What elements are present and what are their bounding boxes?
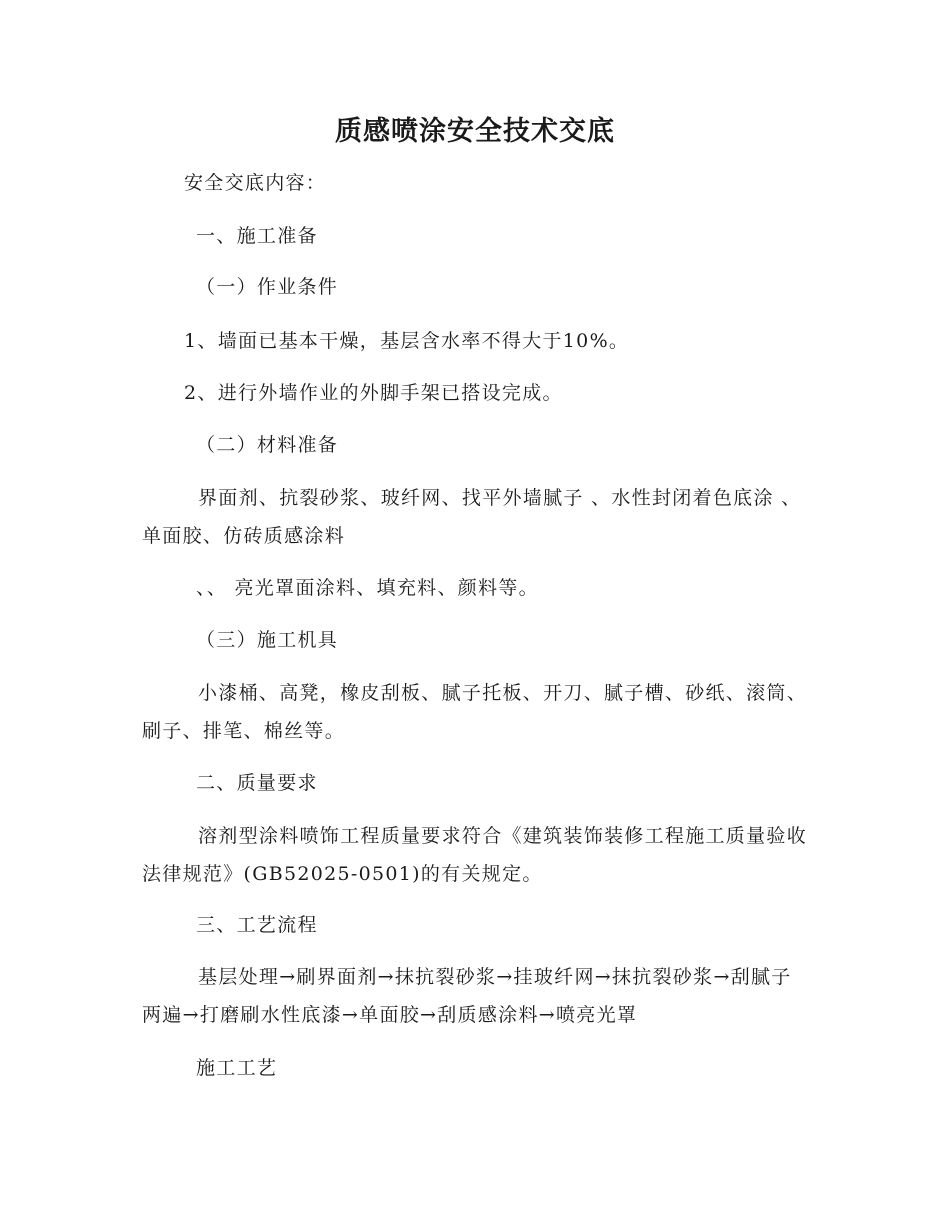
paragraph-tools-list: 小漆桶、高凳，橡皮刮板、腻子托板、开刀、腻子槽、砂纸、滚筒、刷子、排笔、棉丝等。 bbox=[142, 682, 808, 742]
subheading-work-conditions: （一）作业条件 bbox=[196, 276, 339, 298]
intro-label: 安全交底内容： bbox=[184, 172, 327, 194]
section-heading-preparation: 一、施工准备 bbox=[196, 225, 318, 247]
subheading-tools: （三）施工机具 bbox=[196, 629, 339, 651]
section-heading-quality: 二、质量要求 bbox=[196, 772, 318, 794]
paragraph-quality-requirements: 溶剂型涂料喷饰工程质量要求符合《建筑装饰装修工程施工质量验收法律规范》(GB52025-0501)的有关规定。 bbox=[142, 825, 808, 885]
list-item-scaffold: 2、进行外墙作业的外脚手架已搭设完成。 bbox=[184, 382, 563, 404]
section-heading-process-flow: 三、工艺流程 bbox=[196, 914, 318, 936]
paragraph-process-flow: 基层处理→刷界面剂→抹抗裂砂浆→挂玻纤网→抹抗裂砂浆→刮腻子两遍→打磨刷水性底漆→单面胶→刮质感涂料→喷亮光罩 bbox=[142, 966, 792, 1026]
list-item-wall-moisture: 1、墙面已基本干燥，基层含水率不得大于10%。 bbox=[184, 330, 630, 352]
paragraph-materials-continued: 、、 亮光罩面涂料、填充料、颜料等。 bbox=[196, 577, 539, 599]
subheading-materials: （二）材料准备 bbox=[196, 434, 339, 456]
paragraph-materials-list: 界面剂、抗裂砂浆、玻纤网、找平外墙腻子 、水性封闭着色底涂 、单面胶、仿砖质感涂料 bbox=[142, 487, 802, 547]
section-heading-construction-process: 施工工艺 bbox=[196, 1057, 278, 1079]
document-title: 质感喷涂安全技术交底 bbox=[335, 116, 615, 147]
